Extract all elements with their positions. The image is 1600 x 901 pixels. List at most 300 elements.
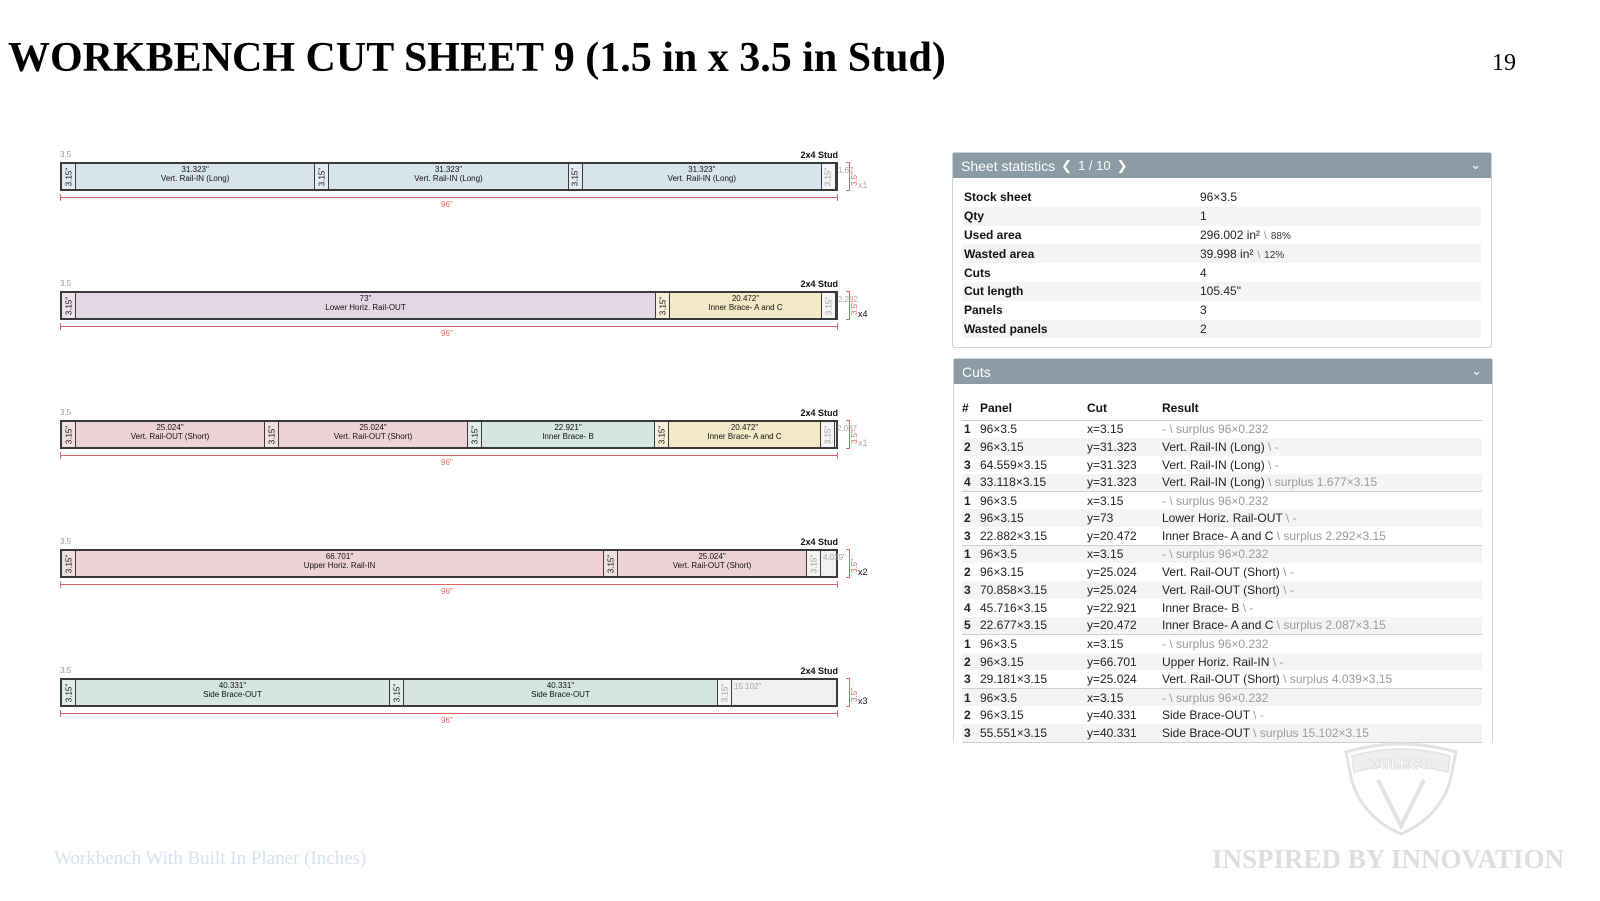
stat-value-text: 2 xyxy=(1200,321,1207,336)
cut-row xyxy=(962,438,1482,456)
cut-number: 3 xyxy=(962,581,980,599)
stat-row xyxy=(963,244,1481,263)
chevron-down-icon[interactable]: ⌄ xyxy=(1471,363,1482,378)
cut-position: y=40.331 xyxy=(1087,708,1137,723)
cut-row xyxy=(962,599,1482,617)
cut-piece[interactable] xyxy=(62,680,390,705)
result-surplus: \ surplus 2.087×3.15 xyxy=(1273,618,1386,633)
cut-panel: 96×3.5 xyxy=(980,688,1087,706)
cut-row xyxy=(962,509,1482,527)
stat-value-text: 296.002 in² xyxy=(1200,227,1261,242)
piece-name: Lower Horiz. Rail-OUT xyxy=(325,303,406,312)
cut-position: y=31.323 xyxy=(1087,474,1162,492)
piece-name: Vert. Rail-OUT (Short) xyxy=(333,432,413,441)
result-name: Vert. Rail-OUT (Short) xyxy=(1162,672,1280,687)
edge-marker: 3.5 xyxy=(60,537,72,546)
piece-body xyxy=(76,680,389,705)
waste-length: 2.087 xyxy=(837,424,858,433)
piece-length: 31.323" xyxy=(688,165,716,174)
cut-position: y=20.472 xyxy=(1087,617,1162,635)
piece-length: 31.323" xyxy=(434,165,463,174)
length-dimension-line xyxy=(60,197,838,198)
cut-number: 2 xyxy=(962,509,980,527)
chevron-down-icon[interactable]: ⌄ xyxy=(1470,157,1481,172)
stat-percent: 12% xyxy=(1264,249,1285,261)
length-dimension: 96" xyxy=(441,329,453,338)
cut-row xyxy=(962,670,1482,688)
vuleco-logo xyxy=(1338,742,1464,836)
cut-position: y=31.323 xyxy=(1087,457,1137,472)
cut-position: y=25.024 xyxy=(1087,565,1137,580)
cut-panel: 22.882×3.15 xyxy=(980,527,1087,545)
kerf-strip xyxy=(62,422,76,447)
cut-position: y=25.024 xyxy=(1087,670,1162,688)
cut-result xyxy=(1162,670,1482,688)
kerf-label: 3.15" xyxy=(64,425,73,444)
piece-name: Side Brace-OUT xyxy=(203,690,262,699)
cut-piece[interactable] xyxy=(604,551,807,576)
stat-value-text: 96×3.5 xyxy=(1200,190,1238,205)
cut-number: 3 xyxy=(962,527,980,545)
stat-value xyxy=(1199,263,1481,282)
kerf-strip xyxy=(807,551,821,576)
cut-result xyxy=(1162,509,1482,527)
piece-name: Vert. Rail-OUT (Short) xyxy=(672,561,752,570)
cut-result xyxy=(1162,653,1482,671)
result-surplus: - \ surplus 96×0.232 xyxy=(1162,422,1269,437)
height-dimension: 3.5" xyxy=(850,688,859,702)
sheet-statistics-title: Sheet statistics xyxy=(961,157,1056,174)
waste-length: 1.67 xyxy=(837,166,854,175)
cut-result xyxy=(1162,724,1482,742)
piece-length: 31.323" xyxy=(181,165,209,174)
cut-piece[interactable] xyxy=(468,422,655,447)
waste-length: 4.039" xyxy=(823,553,846,562)
chevron-right-icon[interactable]: ❯ xyxy=(1116,157,1128,173)
piece-name: Inner Brace- A and C xyxy=(708,303,783,312)
piece-length: 22.921" xyxy=(554,423,582,432)
edge-marker: 3.5 xyxy=(60,666,72,675)
piece-name: Upper Horiz. Rail-IN xyxy=(303,561,376,570)
cut-position: y=20.472 xyxy=(1087,527,1162,545)
result-name: Upper Horiz. Rail-IN xyxy=(1162,654,1270,669)
kerf-strip xyxy=(718,680,732,705)
cut-panel: 22.677×3.15 xyxy=(980,617,1087,635)
piece-length: 66.701" xyxy=(325,552,354,561)
kerf-strip xyxy=(62,680,76,705)
cut-row xyxy=(962,724,1482,742)
result-name: Inner Brace- A and C xyxy=(1162,529,1274,544)
piece-name: Inner Brace- A and C xyxy=(707,432,782,441)
length-dimension-line xyxy=(60,584,838,585)
kerf-strip xyxy=(821,422,835,447)
cut-row xyxy=(962,545,1482,563)
cut-piece[interactable] xyxy=(62,422,265,447)
cut-result xyxy=(1162,635,1482,653)
result-surplus: \ - xyxy=(1269,654,1284,669)
stat-percent: 88% xyxy=(1270,230,1291,242)
kerf-strip xyxy=(62,293,76,318)
quantity-label: x2 xyxy=(858,567,868,577)
stat-value xyxy=(1199,244,1481,263)
cuts-table xyxy=(962,396,1482,743)
result-name: Inner Brace- B xyxy=(1162,600,1240,615)
cut-result xyxy=(1162,420,1482,438)
result-name: Vert. Rail-OUT (Short) xyxy=(1162,582,1280,597)
stat-row xyxy=(963,263,1481,282)
height-dimension: 3.5" xyxy=(850,430,859,444)
cut-piece[interactable] xyxy=(656,293,822,318)
result-name: Vert. Rail-IN (Long) xyxy=(1162,457,1265,472)
column-header: Result xyxy=(1162,396,1482,420)
piece-body xyxy=(76,551,603,576)
cut-position: y=66.701 xyxy=(1087,653,1162,671)
stock-label: 2x4 Stud xyxy=(800,279,838,289)
stat-value xyxy=(1199,282,1481,301)
cut-row xyxy=(962,563,1482,581)
kerf-strip xyxy=(468,422,482,447)
sheet-statistics-panel xyxy=(952,152,1492,348)
length-dimension: 96" xyxy=(441,458,453,467)
sheet-pager: 1 / 10 xyxy=(1078,158,1111,173)
kerf-strip xyxy=(62,164,76,189)
piece-name: Inner Brace- B xyxy=(542,432,594,441)
edge-marker: 3.5 xyxy=(60,279,72,288)
result-name: Vert. Rail-IN (Long) xyxy=(1162,439,1265,454)
cut-row xyxy=(962,420,1482,438)
waste-remainder xyxy=(718,680,836,705)
cut-position: y=73 xyxy=(1087,509,1162,527)
cut-result xyxy=(1162,617,1482,635)
piece-body xyxy=(76,422,264,447)
result-surplus: - \ surplus 96×0.232 xyxy=(1162,636,1269,651)
result-surplus: \ - xyxy=(1249,708,1264,723)
stat-key: Wasted area xyxy=(963,244,1199,263)
kerf-strip xyxy=(265,422,279,447)
separator: \ xyxy=(1257,249,1261,261)
piece-name: Vert. Rail-IN (Long) xyxy=(667,174,737,183)
cut-panel: 96×3.15 xyxy=(980,708,1024,723)
kerf-strip xyxy=(569,164,583,189)
kerf-label: 3.15" xyxy=(823,167,833,186)
kerf-label: 3.15" xyxy=(392,683,401,702)
stock-label: 2x4 Stud xyxy=(800,408,838,418)
length-dimension-line xyxy=(60,713,838,714)
cut-number: 3 xyxy=(962,724,980,742)
result-surplus: \ - xyxy=(1279,565,1294,580)
cuts-panel xyxy=(953,358,1493,744)
cut-row xyxy=(962,635,1482,653)
cut-panel: 96×3.15 xyxy=(980,509,1087,527)
cut-number: 4 xyxy=(962,474,980,492)
cut-number: 2 xyxy=(962,653,980,671)
kerf-strip xyxy=(62,551,76,576)
kerf-label: 3.15" xyxy=(570,167,580,186)
result-name: Vert. Rail-IN (Long) xyxy=(1162,475,1265,490)
column-header: # xyxy=(962,396,980,420)
cut-panel: 55.551×3.15 xyxy=(980,724,1087,742)
piece-length: 20.472" xyxy=(730,423,759,432)
kerf-label: 3.15" xyxy=(606,554,615,573)
page-title: WORKBENCH CUT SHEET 9 (1.5 in x 3.5 in Stud) xyxy=(8,35,946,81)
kerf-strip xyxy=(655,422,669,447)
cut-number: 2 xyxy=(964,708,971,723)
stat-value-text: 4 xyxy=(1200,265,1207,280)
length-dimension: 96" xyxy=(441,587,453,596)
piece-body xyxy=(404,680,717,705)
cut-result xyxy=(1162,527,1482,545)
piece-name: Vert. Rail-IN (Long) xyxy=(160,174,230,183)
cut-strip xyxy=(56,537,876,607)
cut-position: y=31.323 xyxy=(1087,438,1162,456)
result-surplus: \ - xyxy=(1264,457,1279,472)
height-dimension: 3.5" xyxy=(850,172,859,186)
result-surplus: - \ surplus 96×0.232 xyxy=(1162,547,1269,562)
cut-panel: 96×3.15 xyxy=(980,438,1087,456)
kerf-label: 3.15" xyxy=(824,296,833,315)
cut-number: 1 xyxy=(962,688,980,706)
cut-number: 1 xyxy=(962,545,980,563)
chevron-left-icon[interactable]: ❮ xyxy=(1061,157,1073,173)
sheet-statistics-header[interactable] xyxy=(953,153,1491,178)
cut-position: y=40.331 xyxy=(1087,724,1162,742)
cut-row xyxy=(962,456,1482,474)
stat-row xyxy=(963,188,1481,207)
stat-row xyxy=(963,207,1481,226)
stock-label: 2x4 Stud xyxy=(800,537,838,547)
cut-panel: 64.559×3.15 xyxy=(980,457,1048,472)
column-header: Cut xyxy=(1087,396,1162,420)
stock-label: 2x4 Stud xyxy=(800,666,838,676)
cut-piece[interactable] xyxy=(569,164,822,189)
cut-position: x=3.15 xyxy=(1087,545,1162,563)
cut-panel: 29.181×3.15 xyxy=(980,670,1087,688)
result-name: Vert. Rail-OUT (Short) xyxy=(1162,565,1280,580)
cut-position: x=3.15 xyxy=(1087,493,1124,508)
cut-piece[interactable] xyxy=(62,551,604,576)
stock-board xyxy=(60,162,854,191)
kerf-label: 3.15" xyxy=(809,554,818,573)
stat-key: Wasted panels xyxy=(963,320,1199,339)
cut-row xyxy=(962,492,1482,510)
result-name: Lower Horiz. Rail-OUT xyxy=(1162,511,1283,526)
footer-tagline: INSPIRED BY INNOVATION xyxy=(1212,844,1565,874)
cut-number: 2 xyxy=(964,565,971,580)
cut-panel: 96×3.5 xyxy=(980,636,1018,651)
cut-position: x=3.15 xyxy=(1087,636,1124,651)
piece-body xyxy=(583,164,821,189)
stat-row xyxy=(963,301,1481,320)
piece-length: 25.024" xyxy=(698,552,726,561)
piece-body xyxy=(669,422,820,447)
cut-position: x=3.15 xyxy=(1087,422,1124,437)
quantity-label: x1 xyxy=(858,438,868,448)
stat-value xyxy=(1199,226,1481,245)
cut-result xyxy=(1162,492,1482,510)
stock-board xyxy=(60,678,838,707)
kerf-label: 3.15" xyxy=(657,425,666,444)
kerf-label: 3.15" xyxy=(64,554,73,573)
piece-body xyxy=(76,164,314,189)
column-header: Panel xyxy=(980,396,1087,420)
cut-strip xyxy=(56,150,876,220)
quantity-label: x1 xyxy=(858,180,868,190)
kerf-strip xyxy=(604,551,618,576)
stat-key: Panels xyxy=(964,303,1003,318)
waste-remainder xyxy=(822,164,854,189)
kerf-strip xyxy=(822,164,836,189)
piece-length: 25.024" xyxy=(359,423,387,432)
cut-panel: 96×3.5 xyxy=(980,545,1087,563)
result-surplus: \ surplus 4.039×3.15 xyxy=(1279,672,1393,687)
stat-value xyxy=(1199,188,1481,207)
stat-value-text: 3 xyxy=(1200,303,1207,318)
stock-board xyxy=(60,549,846,578)
cut-result xyxy=(1162,688,1482,706)
kerf-label: 3.15" xyxy=(658,296,667,315)
result-surplus: \ surplus 1.677×3.15 xyxy=(1264,475,1378,490)
kerf-label: 3.15" xyxy=(823,425,832,444)
piece-length: 40.331" xyxy=(218,681,247,690)
stat-value xyxy=(1199,207,1481,226)
length-dimension-line xyxy=(60,326,838,327)
result-surplus: \ surplus 15.102×3.15 xyxy=(1249,725,1369,740)
cut-panel: 96×3.15 xyxy=(980,653,1087,671)
cut-result xyxy=(1162,545,1482,563)
cut-row xyxy=(962,653,1482,671)
result-name: Side Brace-OUT xyxy=(1162,708,1250,723)
stat-key: Cut length xyxy=(963,282,1199,301)
result-name: Inner Brace- A and C xyxy=(1162,618,1274,633)
cut-panel: 45.716×3.15 xyxy=(980,600,1048,615)
result-surplus: - \ surplus 96×0.232 xyxy=(1162,690,1269,705)
cut-piece[interactable] xyxy=(265,422,468,447)
piece-length: 40.331" xyxy=(546,681,575,690)
cut-result xyxy=(1162,599,1482,617)
stock-label: 2x4 Stud xyxy=(800,150,838,160)
result-surplus: \ surplus 2.292×3.15 xyxy=(1273,529,1386,544)
piece-body xyxy=(670,293,821,318)
separator: \ xyxy=(1264,230,1267,242)
result-surplus: \ - xyxy=(1282,511,1297,526)
cut-number: 2 xyxy=(962,438,980,456)
kerf-label: 3.15" xyxy=(267,425,276,444)
cuts-header[interactable] xyxy=(954,359,1492,384)
piece-body xyxy=(618,551,806,576)
cut-result xyxy=(1162,456,1482,474)
stat-key: Stock sheet xyxy=(964,190,1032,205)
cut-number: 1 xyxy=(964,493,971,508)
piece-name: Vert. Rail-IN (Long) xyxy=(414,174,483,183)
cut-piece[interactable] xyxy=(315,164,568,189)
cut-piece[interactable] xyxy=(62,164,315,189)
quantity-label: x3 xyxy=(858,696,868,706)
kerf-strip xyxy=(315,164,329,189)
cut-row xyxy=(962,688,1482,706)
cut-position: y=25.024 xyxy=(1087,581,1162,599)
cut-strip xyxy=(56,666,876,736)
length-dimension-line xyxy=(60,455,838,456)
cut-row xyxy=(962,474,1482,492)
cut-panel: 96×3.5 xyxy=(980,493,1018,508)
piece-body xyxy=(329,164,567,189)
piece-body xyxy=(279,422,467,447)
cut-result xyxy=(1162,706,1482,724)
stat-key: Qty xyxy=(963,207,1199,226)
cut-piece[interactable] xyxy=(62,293,656,318)
svg-text:VULECO: VULECO xyxy=(1369,756,1433,773)
kerf-strip xyxy=(390,680,404,705)
stat-row xyxy=(963,282,1481,301)
stat-row xyxy=(963,320,1481,339)
piece-length: 25.024" xyxy=(156,423,184,432)
stat-row xyxy=(963,226,1481,245)
length-dimension: 96" xyxy=(441,716,453,725)
piece-name: Vert. Rail-OUT (Short) xyxy=(130,432,210,441)
waste-remainder xyxy=(807,551,846,576)
kerf-label: 3.15" xyxy=(470,425,479,444)
cut-panel: 33.118×3.15 xyxy=(980,474,1087,492)
cut-number: 5 xyxy=(962,617,980,635)
height-dimension: 3.5" xyxy=(850,301,859,315)
stat-value-text: 39.998 in² xyxy=(1200,246,1254,261)
cut-result xyxy=(1162,581,1482,599)
result-surplus: \ - xyxy=(1239,600,1254,615)
cut-number: 1 xyxy=(964,636,971,651)
result-surplus: - \ surplus 96×0.232 xyxy=(1162,493,1269,508)
kerf-strip xyxy=(656,293,670,318)
cut-row xyxy=(962,527,1482,545)
cut-number: 3 xyxy=(962,670,980,688)
piece-body xyxy=(76,293,655,318)
stat-key: Cuts xyxy=(964,265,991,280)
edge-marker: 3.5 xyxy=(60,408,72,417)
waste-length: 2.292 xyxy=(838,295,859,304)
page-number: 19 xyxy=(1492,50,1516,76)
cut-number: 4 xyxy=(964,600,971,615)
result-surplus: \ - xyxy=(1279,582,1294,597)
cut-row xyxy=(962,706,1482,724)
cut-number: 1 xyxy=(964,422,971,437)
cut-result xyxy=(1162,438,1482,456)
cut-panel: 96×3.5 xyxy=(980,422,1018,437)
cut-result xyxy=(1162,563,1482,581)
length-dimension: 96" xyxy=(441,200,453,209)
kerf-label: 3.15" xyxy=(720,683,729,702)
cut-piece[interactable] xyxy=(390,680,718,705)
piece-length: 20.472" xyxy=(731,294,760,303)
stat-key: Used area xyxy=(964,227,1022,242)
stat-value xyxy=(1199,320,1481,339)
piece-body xyxy=(482,422,654,447)
stat-value-text: 1 xyxy=(1200,209,1207,224)
cut-position: x=3.15 xyxy=(1087,688,1162,706)
kerf-label: 3.15" xyxy=(64,683,73,702)
waste-length: 15.102" xyxy=(734,682,762,691)
kerf-strip xyxy=(822,293,836,318)
cut-number: 3 xyxy=(964,457,971,472)
piece-name: Side Brace-OUT xyxy=(531,690,590,699)
cut-result xyxy=(1162,474,1482,492)
cut-panel: 96×3.15 xyxy=(980,565,1024,580)
quantity-label: x4 xyxy=(858,309,868,319)
cut-piece[interactable] xyxy=(655,422,821,447)
edge-marker: 3.5 xyxy=(60,150,72,159)
cut-panel: 70.858×3.15 xyxy=(980,581,1087,599)
height-dimension: 3.5" xyxy=(850,559,859,573)
cut-row xyxy=(962,581,1482,599)
piece-length: 73" xyxy=(359,294,372,303)
